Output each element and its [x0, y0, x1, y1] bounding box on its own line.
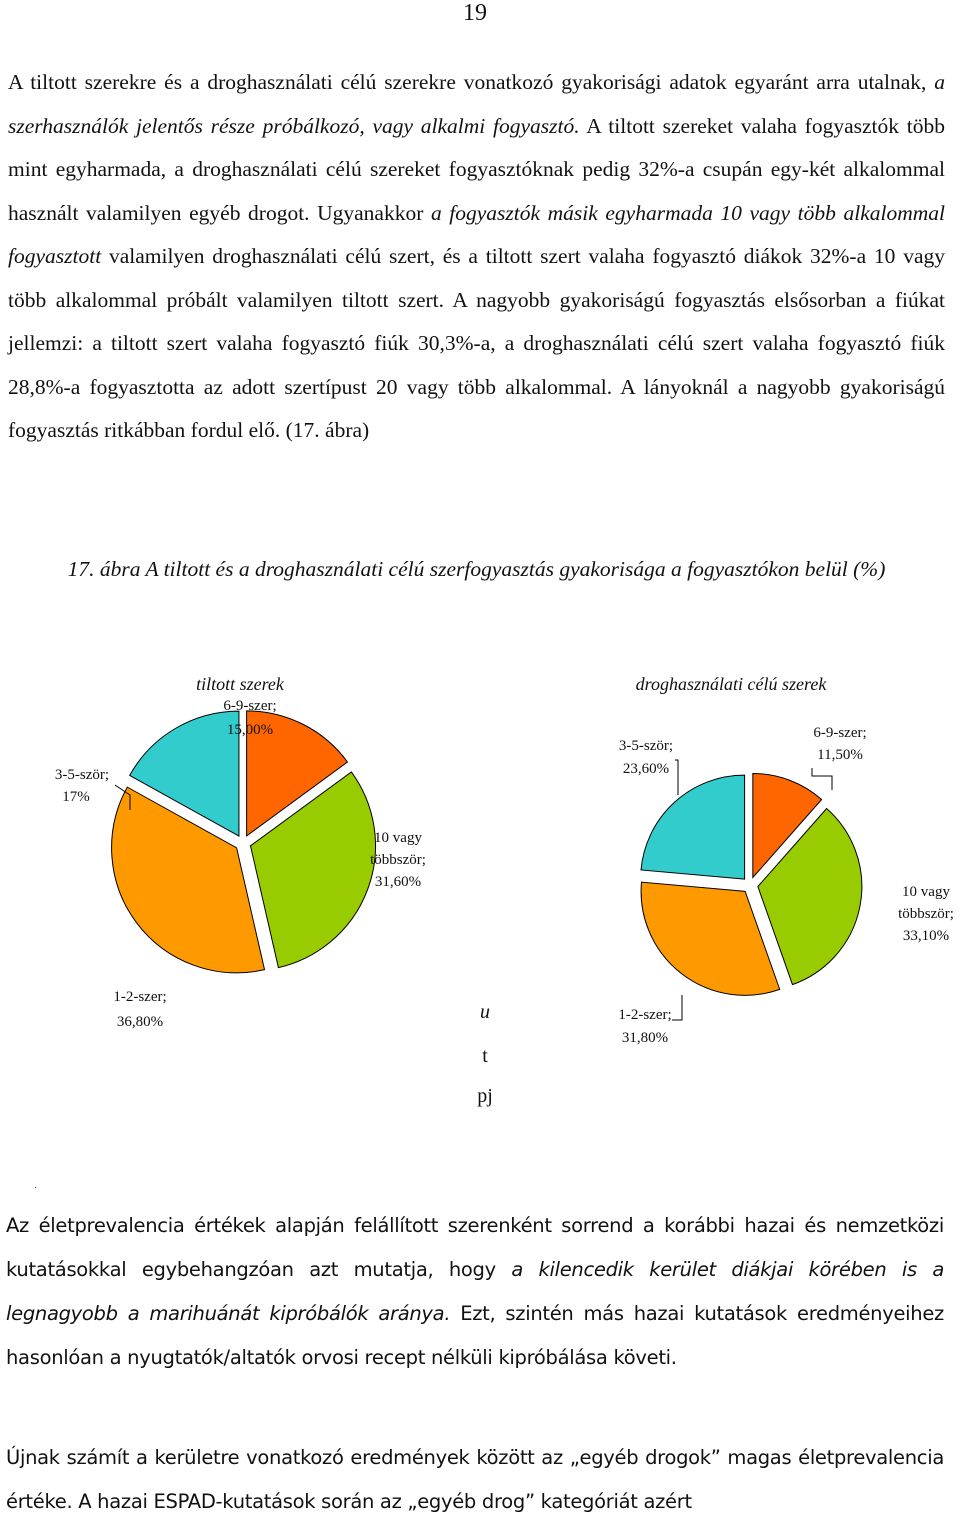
- pie-charts-figure: [0, 650, 960, 1170]
- text-run: a kilencedik kerület diákjai körében is a legnagyobb a marihuánát kipróbálók aránya.: [6, 1258, 944, 1325]
- text-run: a szerhasználók jelentős része próbálkozó, vagy alkalmi fogyasztó.: [8, 70, 945, 138]
- paragraph-life-prevalence: [6, 1204, 944, 1380]
- slice-label: 33,10%: [902, 928, 950, 944]
- clipped-fragment: pj: [477, 1085, 493, 1107]
- pie-chart-tiltott-szerek: [112, 711, 376, 973]
- chart-title: tiltott szerek: [196, 674, 284, 694]
- pie-slice: [641, 882, 780, 995]
- crop-mark: ˙: [34, 1186, 38, 1197]
- pie-slice: [112, 787, 265, 973]
- slice-label: 31,80%: [621, 1030, 669, 1046]
- text-run: A tiltott szereket valaha fogyasztók több mint egyharmada, a droghasználati célú szereket fogyasztóknak pedig 32%-a csupán egy-két alkalommal használt valamilyen egyéb drogot. Ugyanakkor: [8, 113, 945, 225]
- leader-line: [812, 768, 832, 790]
- slice-label: többször;: [370, 852, 426, 868]
- chart-title: droghasználati célú szerek: [635, 674, 827, 694]
- slice-label: 23,60%: [622, 761, 670, 777]
- text-run: valamilyen droghasználati célú szert, és a tiltott szert valaha fogyasztó diákok 32%-a 10 vagy több alkalommal próbált valamilyen tiltott szert. A nagyobb gyakoriságú fogyasztás elsősorban a fiúkat jellemzi: a tiltott szert valaha fogyasztó fiúk 30,3%-a, a droghasználati célú szert valaha fogyasztó fiúk 28,8%-a fogyasztotta az adott szertípust 20 vagy több alkalommal. A lányoknál a nagyobb gyakoriságú fogyasztás ritkábban fordul elő. (17. ábra): [8, 244, 945, 442]
- slice-label: többször;: [898, 906, 954, 922]
- slice-label: 1-2-szer;: [618, 1007, 672, 1023]
- page-number: 19: [463, 0, 487, 26]
- text-run: Újnak számít a kerületre vonatkozó eredmények között az „egyéb drogok” magas életprevalencia értéke. A hazai ESPAD-kutatások során az „egyéb drog” kategóriát azért: [6, 1446, 944, 1513]
- slice-label: 1-2-szer;: [113, 989, 167, 1005]
- paragraph-other-drugs: [6, 1436, 944, 1524]
- slice-label: 3-5-ször;: [618, 738, 674, 754]
- slice-label: 36,80%: [116, 1014, 164, 1030]
- pie-slice: [641, 775, 745, 879]
- text-run: a fogyasztók másik egyharmada 10 vagy több alkalommal fogyasztott: [8, 200, 945, 268]
- text-run: Ezt, szintén más hazai kutatások eredményeihez hasonlóan a nyugtatók/altatók orvosi recept nélküli kipróbálása követi.: [6, 1302, 944, 1369]
- slice-label: 17%: [62, 789, 90, 805]
- text-run: A tiltott szerekre és a droghasználati célú szerekre vonatkozó gyakorisági adatok egyaránt arra utalnak,: [8, 70, 935, 94]
- slice-label: 11,50%: [817, 747, 863, 763]
- paragraph-frequency-summary: [8, 61, 945, 453]
- pie-chart-droghasznalati-celu-szerek: [641, 774, 862, 996]
- slice-label: 6-9-szer;: [813, 725, 867, 741]
- leader-line: [675, 760, 678, 795]
- slice-label: 31,60%: [374, 874, 422, 890]
- leader-line: [672, 995, 682, 1020]
- slice-label: 15,00%: [226, 722, 274, 738]
- slice-label: 10 vagy: [902, 884, 950, 900]
- text-run: Az életprevalencia értékek alapján felállított szerenként sorrend a korábbi hazai és nemzetközi kutatásokkal egybehangzóan azt mutatja, hogy: [6, 1214, 944, 1281]
- slice-label: 6-9-szer;: [223, 698, 277, 714]
- figure-caption: 17. ábra A tiltott és a droghasználati célú szerfogyasztás gyakorisága a fogyasztókon belül (%): [67, 557, 886, 581]
- slice-label: 3-5-ször;: [54, 767, 110, 783]
- clipped-fragment: u: [480, 1001, 490, 1023]
- slice-label: 10 vagy: [374, 830, 422, 846]
- clipped-fragment: t: [482, 1045, 488, 1067]
